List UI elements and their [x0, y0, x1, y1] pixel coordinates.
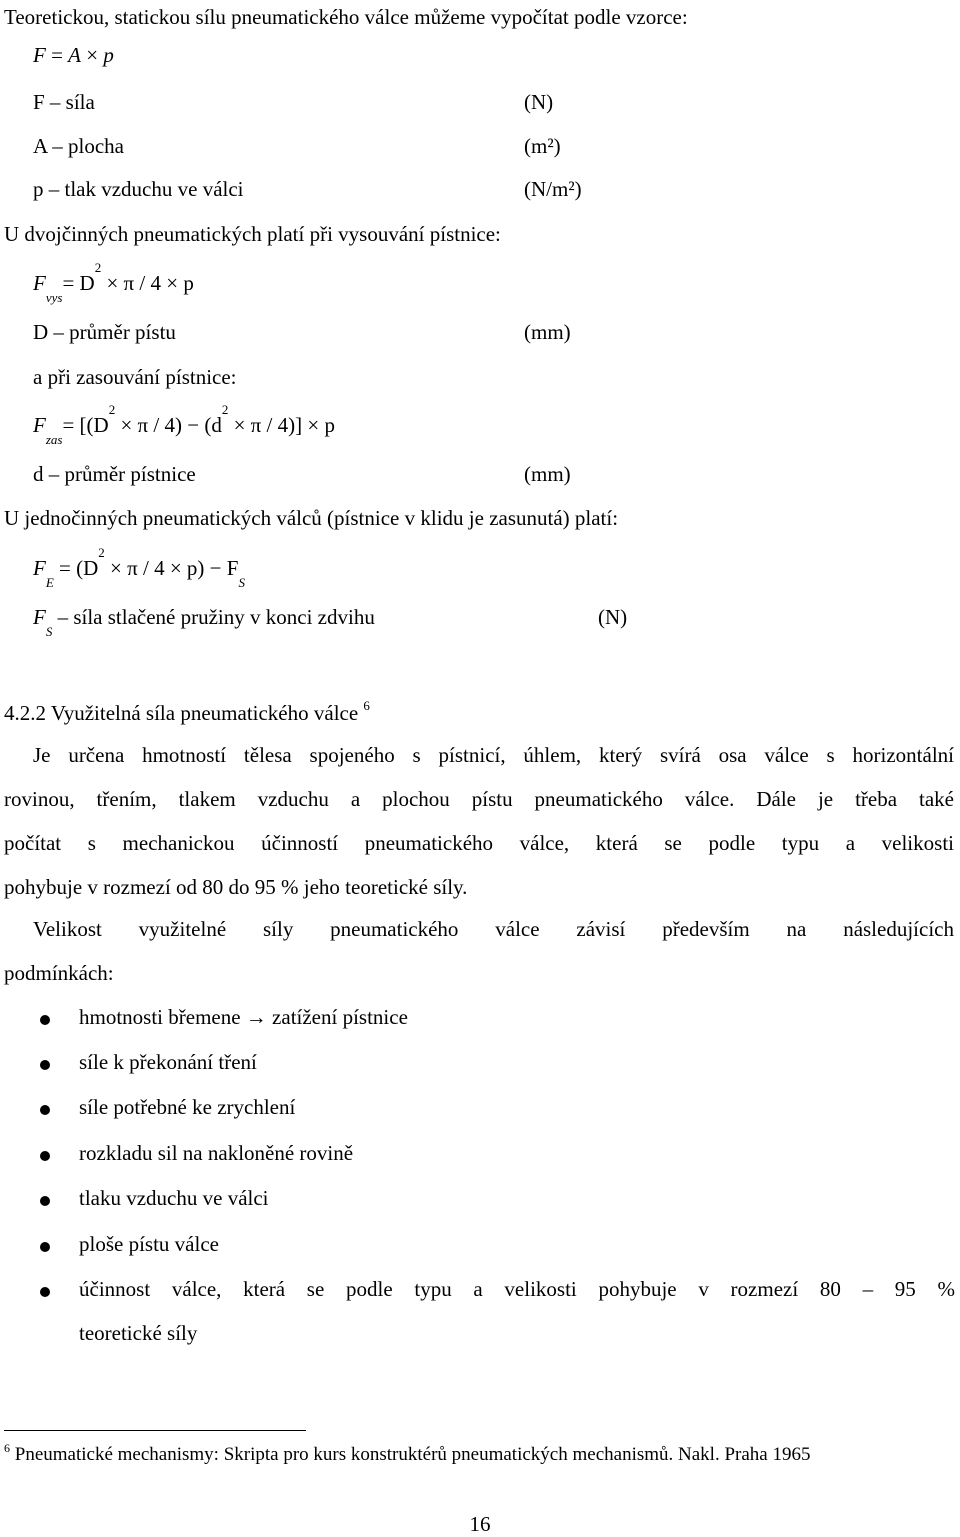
list-item: rozkladu sil na nakloněné rovině [0, 1143, 960, 1173]
single-acting-intro: U jednočinných pneumatických válců (pístnice v klidu je zasunutá) platí: [4, 506, 619, 530]
definition-term: F – síla [33, 90, 95, 114]
section-heading: 4.2.2 Využitelná síla pneumatického válce $^6$ [4, 698, 370, 725]
list-item: síle potřebné ke zrychlení [0, 1097, 960, 1127]
definition-unit: (N) [598, 605, 628, 629]
definition-unit: (N) [524, 90, 554, 114]
list-item: účinnost válce, která se podle typu a velikosti pohybuje v rozmezí 80 – 95 % teoretické síly [0, 1279, 960, 1353]
bullet-icon [40, 1287, 50, 1297]
intro-text: Teoretickou, statickou sílu pneumatického válce můžeme vypočítat podle vzorce: [4, 5, 688, 29]
list-item: hmotnosti břemene → zatížení pístnice [0, 1007, 960, 1037]
formula-single-acting-force: $F_E = (D^2 \times \pi / 4 \times p) - F_S$ [33, 545, 245, 591]
definition-unit: (m²) [524, 134, 561, 158]
page-number: 16 [469, 1512, 491, 1536]
definition-unit: (mm) [524, 462, 571, 486]
paragraph-line: Velikost využitelné síly pneumatického válce závisí především na následujících [33, 917, 954, 941]
paragraph-line: pohybuje v rozmezí od 80 do 95 % jeho teoretické síly. [4, 875, 468, 899]
paragraph-conditions [4, 907, 954, 995]
footnote-divider [4, 1430, 306, 1431]
footnote: $^6$ Pneumatické mechanismy: Skripta pro kurs konstruktérů pneumatických mechanismů. Nakl. Praha 1965 [4, 1441, 811, 1465]
bullet-icon [40, 1242, 50, 1252]
bullet-icon [40, 1196, 50, 1206]
list-item: tlaku vzduchu ve válci [0, 1188, 960, 1218]
paragraph-line: počítat s mechanickou účinností pneumatického válce, která se podle typu a velikosti [4, 831, 954, 855]
retract-intro: a při zasouvání pístnice: [33, 365, 237, 389]
footnote-ref: 6 [363, 698, 370, 713]
paragraph-line: rovinou, třením, tlakem vzduchu a plochou pístu pneumatického válce. Dále je třeba také [4, 787, 954, 811]
formula-extend-force: $F_{vys}= D^2 \times \pi / 4 \times p$ [33, 260, 194, 306]
bullet-icon [40, 1105, 50, 1115]
paragraph-usable-force [4, 733, 954, 909]
definition-unit: (mm) [524, 320, 571, 344]
formula-force: F = A × p [33, 43, 114, 67]
bullet-icon [40, 1015, 50, 1025]
double-acting-intro: U dvojčinných pneumatických platí při vysouvání pístnice: [4, 222, 501, 246]
definition-term: A – plocha [33, 134, 124, 158]
bullet-icon [40, 1151, 50, 1161]
definition-unit: (N/m²) [524, 177, 582, 201]
paragraph-line: Je určena hmotností tělesa spojeného s pístnicí, úhlem, který svírá osa válce s horizontální [33, 743, 954, 767]
formula-retract-force: $F_{zas}= [(D^2 \times \pi / 4) - (d^2 \times \pi / 4)] \times p$ [33, 402, 335, 448]
list-item: ploše pístu válce [0, 1234, 960, 1264]
list-item: síle k překonání tření [0, 1052, 960, 1082]
paragraph-line: podmínkách: [4, 961, 114, 985]
definition-term: $F_S$ – síla stlačené pružiny v konci zdvihu [33, 605, 375, 640]
definition-term: d – průměr pístnice [33, 462, 196, 486]
definition-term: p – tlak vzduchu ve válci [33, 177, 244, 201]
definition-term: D – průměr pístu [33, 320, 176, 344]
bullet-icon [40, 1060, 50, 1070]
